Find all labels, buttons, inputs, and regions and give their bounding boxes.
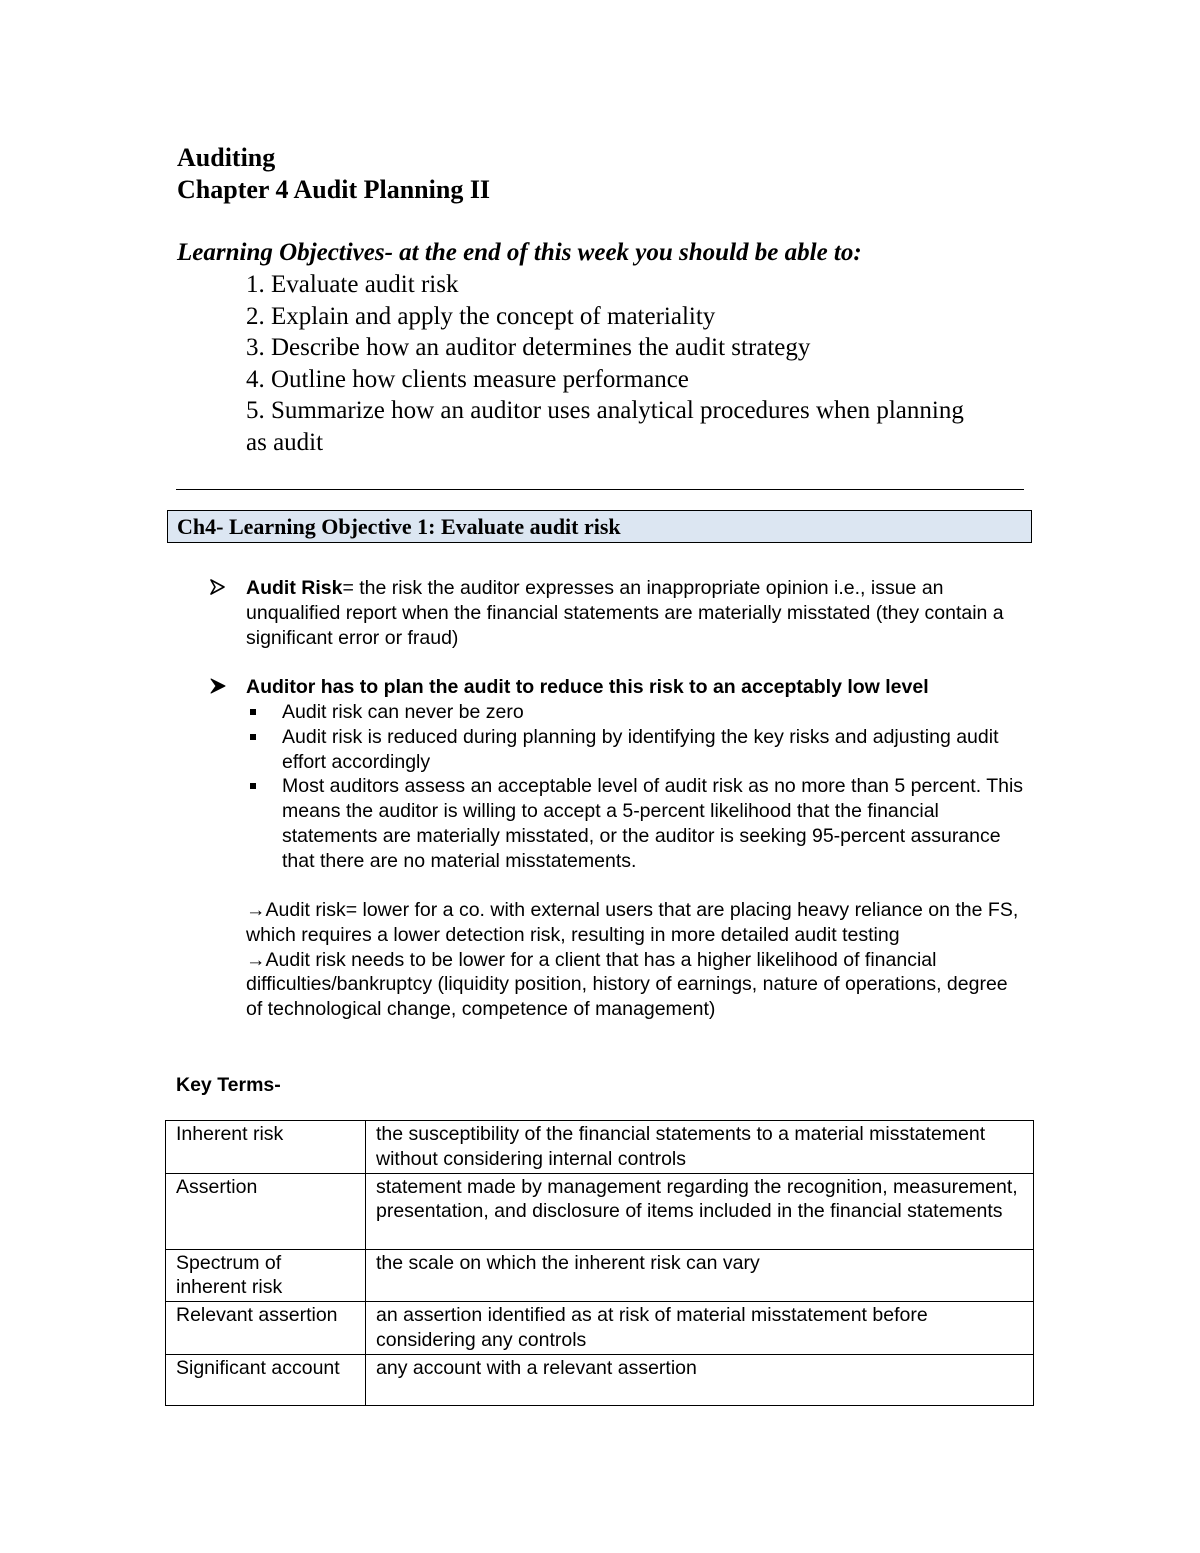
square-bullet-icon: [250, 783, 256, 789]
note-paragraph: →Audit risk= lower for a co. with external users that are placing heavy reliance on the FS, which requires a lower detection risk, resulting in more detailed audit testing: [246, 899, 1019, 946]
key-terms-table: [165, 1120, 1034, 1406]
table-row: [166, 1354, 1034, 1405]
definition-cell: an assertion identified as at risk of material misstatement before considering any controls: [366, 1302, 1034, 1355]
chapter-title: Chapter 4 Audit Planning II: [177, 175, 491, 204]
audit-risk-term: Audit Risk: [246, 577, 343, 599]
objective-item: 5. Summarize how an auditor uses analytical procedures when planning as audit: [246, 397, 964, 456]
audit-risk-notes: [246, 898, 1026, 1022]
objective-item: 2. Explain and apply the concept of materiality: [246, 302, 716, 330]
definition-cell: the scale on which the inherent risk can vary: [366, 1249, 1034, 1302]
term-cell: Significant account: [166, 1354, 366, 1405]
audit-risk-text: = the risk the auditor expresses an inappropriate opinion i.e., issue an unqualified report when the financial statements are materially misstated (they contain a significant error or fraud): [246, 577, 1004, 649]
objective-item: 4. Outline how clients measure performance: [246, 365, 689, 393]
definition-cell: the susceptibility of the financial statements to a material misstatement without considering internal controls: [366, 1121, 1034, 1174]
objective-item: 1. Evaluate audit risk: [246, 271, 459, 298]
list-item: Most auditors assess an acceptable level of audit risk as no more than 5 percent. This means the auditor is willing to accept a 5-percent likelihood that the financial statements are materially misstated, or the auditor is seeking 95-percent assurance that there are no material misstatements.: [246, 774, 1026, 873]
square-bullet-icon: [250, 709, 256, 715]
list-item: Audit risk is reduced during planning by identifying the key risks and adjusting audit effort accordingly: [246, 725, 1026, 775]
table-row: [166, 1121, 1034, 1174]
term-cell: Inherent risk: [166, 1121, 366, 1174]
arrowhead-bullet-icon: [210, 675, 228, 702]
list-item: Audit risk can never be zero: [246, 700, 1026, 725]
square-bullet-icon: [250, 734, 256, 740]
learning-objectives-list: [246, 269, 986, 458]
key-terms-heading: Key Terms-: [176, 1074, 281, 1096]
audit-risk-definition: [246, 576, 1026, 650]
table-row: [166, 1249, 1034, 1302]
plan-sub-list: [246, 700, 1026, 874]
arrowhead-bullet-icon: [210, 576, 228, 603]
section-heading: Ch4- Learning Objective 1: Evaluate audit risk: [177, 514, 621, 539]
term-cell: Spectrum of inherent risk: [166, 1249, 366, 1302]
course-title: Auditing: [177, 143, 276, 172]
table-row: [166, 1173, 1034, 1249]
horizontal-divider: [176, 489, 1024, 490]
table-row: [166, 1302, 1034, 1355]
plan-heading: Auditor has to plan the audit to reduce this risk to an acceptably low level: [246, 676, 929, 698]
objective-item: 3. Describe how an auditor determines the audit strategy: [246, 334, 811, 361]
note-paragraph: →Audit risk needs to be lower for a client that has a higher likelihood of financial difficulties/bankruptcy (liquidity position, history of earnings, nature of operations, degree of technological change, competence of management): [246, 948, 1008, 1021]
definition-cell: any account with a relevant assertion: [366, 1354, 1034, 1405]
definition-cell: statement made by management regarding the recognition, measurement, presentation, and disclosure of items included in the financial statements: [366, 1173, 1034, 1249]
learning-objectives-heading: Learning Objectives- at the end of this week you should be able to:: [177, 239, 862, 266]
term-cell: Assertion: [166, 1173, 366, 1249]
section-heading-box: [167, 510, 1032, 543]
term-cell: Relevant assertion: [166, 1302, 366, 1355]
